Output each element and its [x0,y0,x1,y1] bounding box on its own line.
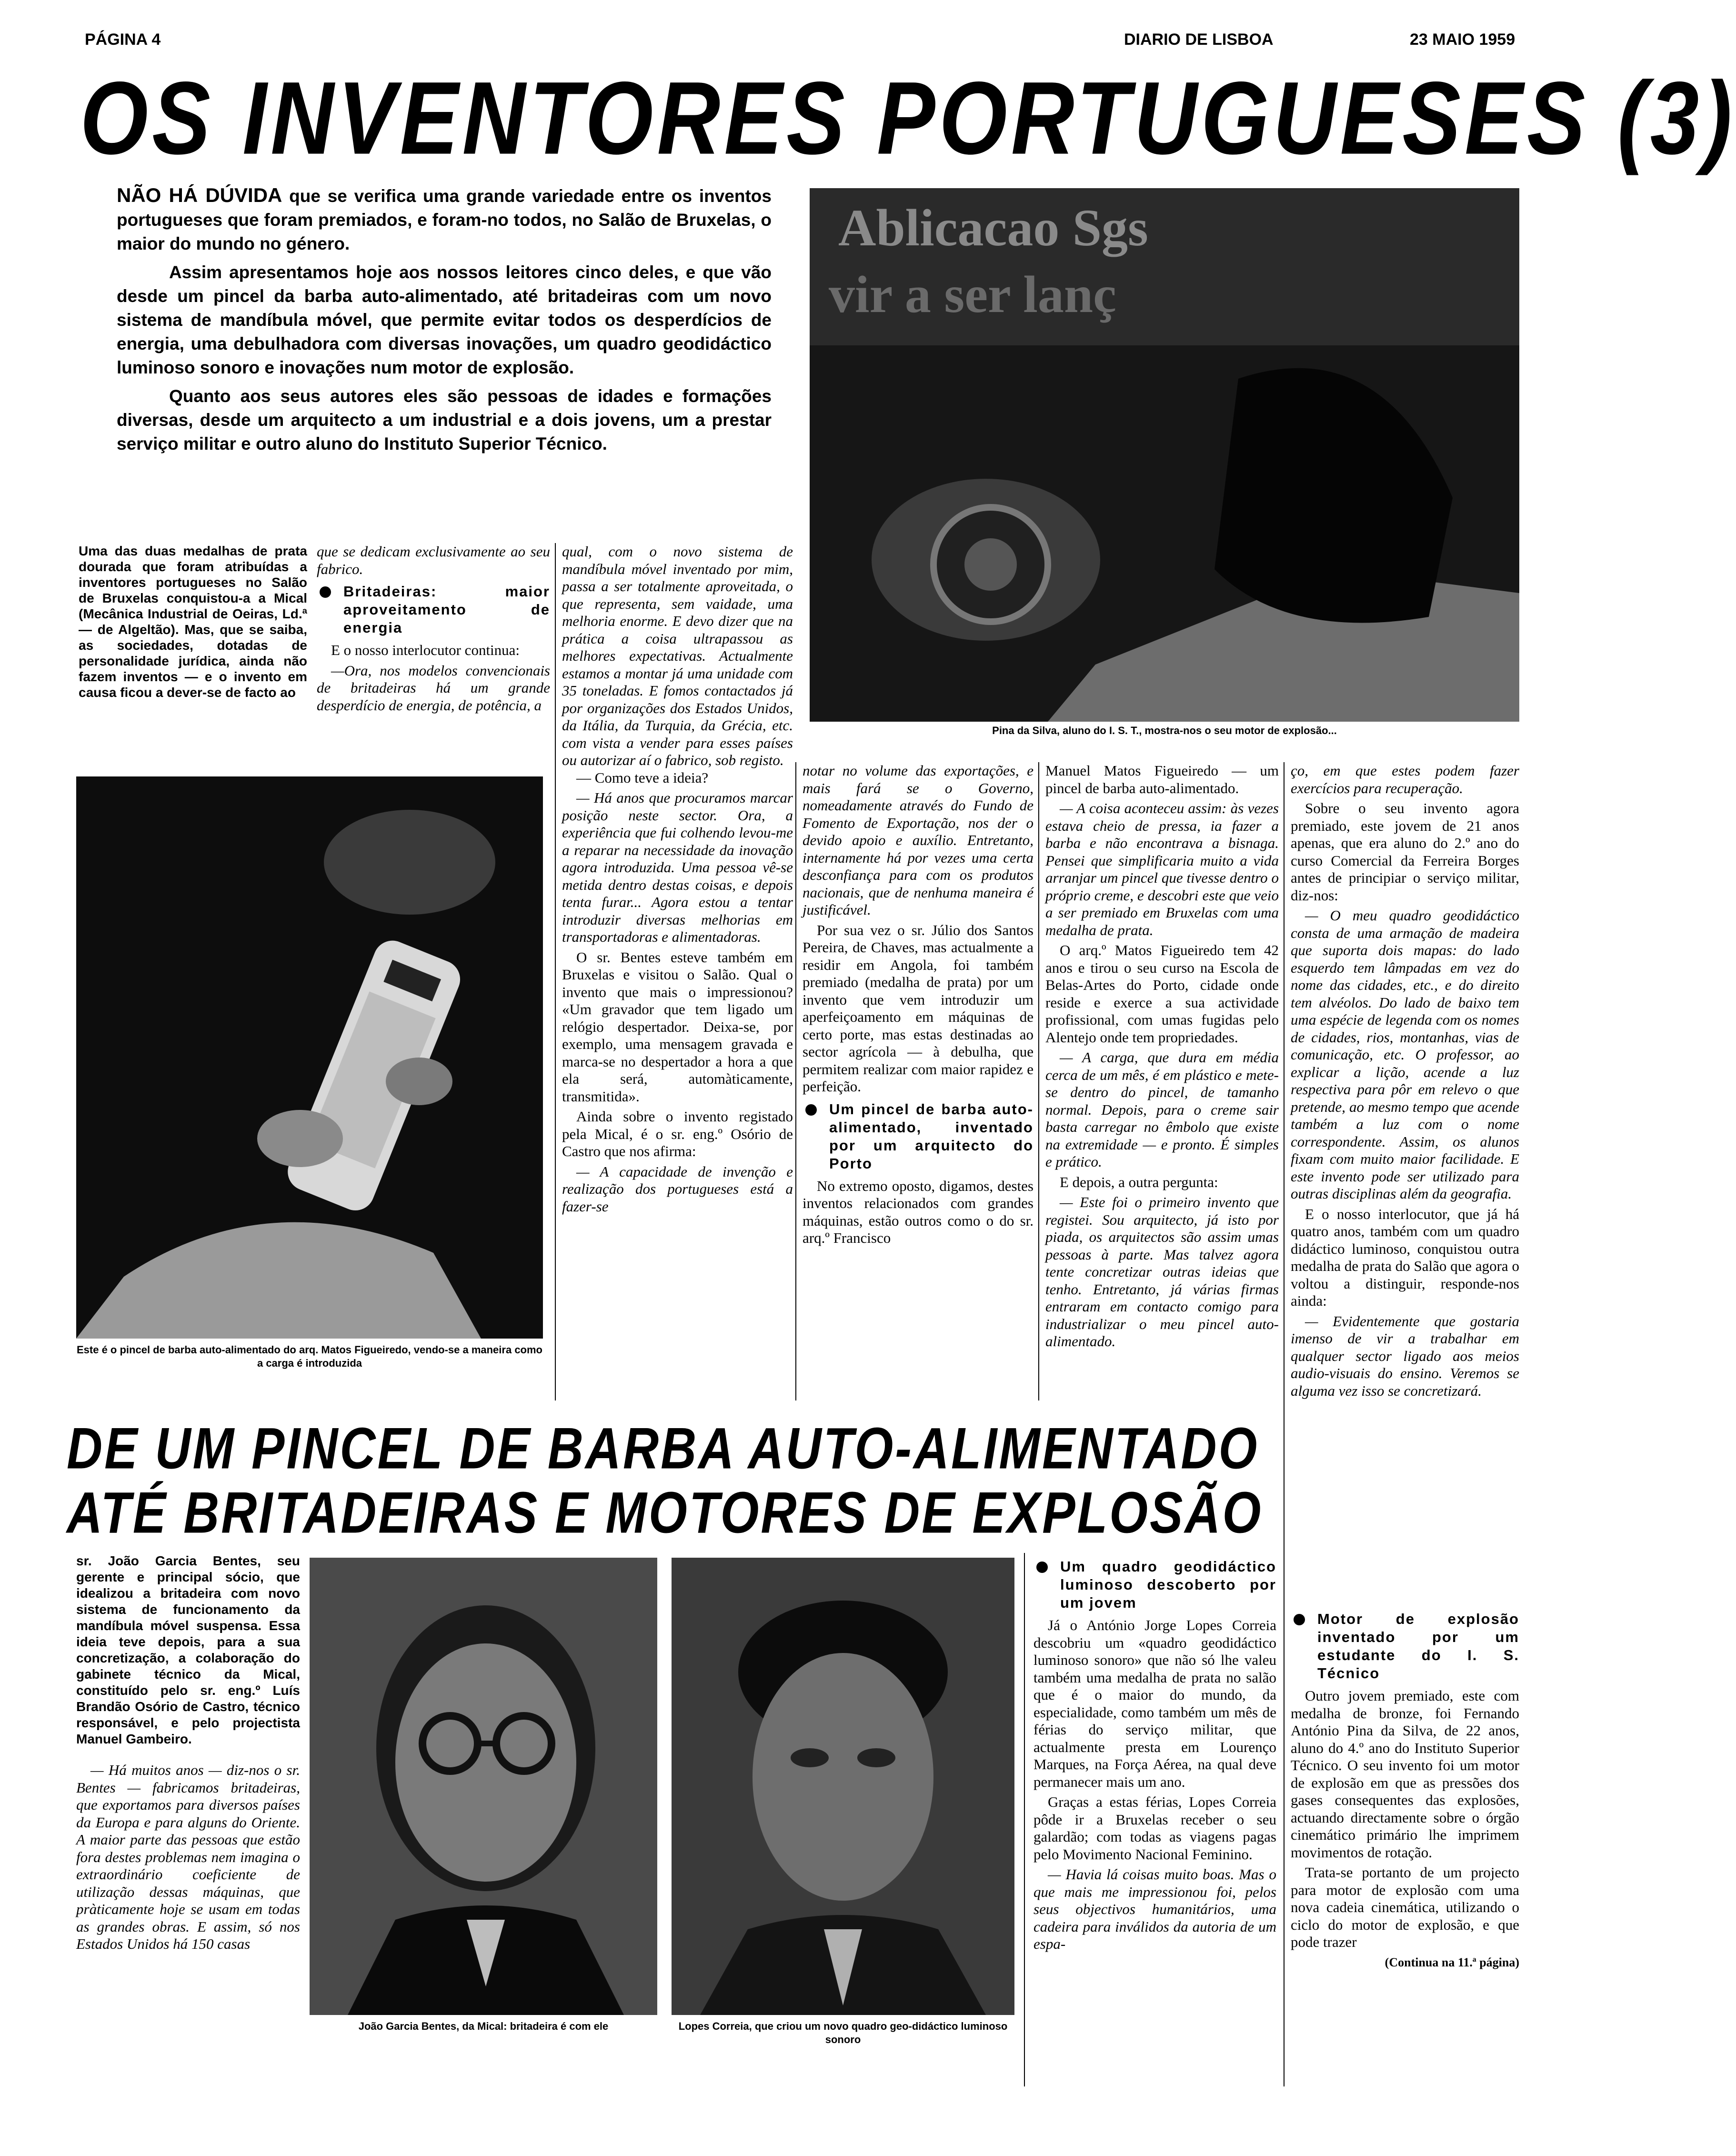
photo-pincel-image [76,776,543,1339]
caption-bentes: João Garcia Bentes, da Mical: britadeira é com ele [358,2020,609,2032]
photo-bentes [310,1558,657,2015]
photo-bentes-image [310,1558,657,2015]
caption-pincel: Este é o pincel de barba auto-alimentado do arq. Matos Figueiredo, vendo-se a maneira como a carga é introduzida [77,1344,542,1369]
column-rule [1024,1553,1025,2086]
column-6: ço, em que estes podem fazer exercícios para recuperação. Sobre o seu invento agora premiado, este jovem de 21 anos apenas, que era aluno do 2.º ano do curso Comercial da Ferreira Borges antes de principiar o serviço militar, diz-nos: — O meu quadro geodidáctico consta de uma armação de madeira que suporta dois mapas: do lado esquerdo tem lâmpadas em vez do nome das cidades, etc., e do direito tem alvéolos. Do lado de baixo tem uma espécie de legenda com os nomes de cidades, rios, montanhas, vias de comunicação, etc. O professor, ao explicar a lição, acende a luz respectiva para pôr em relevo o que pretende, ao mesmo tempo que acende também a luz com o nome correspondente. Assim, os alunos fixam com muito maior facilidade. E este invento pode ser utilizado para outras disciplinas além da geografia. E o nosso interlocutor, que já há quatro anos, também com um quadro didáctico luminoso, conquistou outra medalha de prata do Salão que agora o voltou a distinguir, responde-nos ainda: — Evidentemente que gostaria imenso de vir a trabalhar em qualquer sector ligado aos meios audio-visuais do ensino. Veremos se alguma vez isso se concretizará. [1291,762,1519,1399]
caption-correia: Lopes Correia, que criou um novo quadro geo-didáctico luminoso sonoro [678,2020,1008,2045]
intro-paragraph: Quanto aos seus autores eles são pessoas de idades e formações diversas, desde um arquitecto a um industrial e a dois jovens, um a prestar serviço militar e outro aluno do Instituto Superior Técnico. [117,386,772,453]
newspaper-name: DIARIO DE LISBOA [1124,30,1274,49]
photo-pincel [76,776,543,1339]
intro: NÃO HÁ DÚVIDA que se verifica uma grande variedade entre os inventos portugueses que foram premiados, e foram-no todos, no Salão de Bruxelas, o maior do mundo no género. Assim apresentamos hoje aos nossos leitores cinco deles, e que vão desde um pincel da barba auto-alimentado, até britadeiras com um novo sistema de mandíbula móvel, que permite evitar todos os desperdícios de energia, uma debulhadora com diversas inovações, um quadro geodidáctico luminoso sonoro e inovações num motor de explosão. Quanto aos seus autores eles são pessoas de idades e formações diversas, desde um arquitecto a um industrial e a dois jovens, um a prestar serviço militar e outro aluno do Instituto Superior Técnico. [117,183,772,461]
subheading-britadeiras: Britadeiras: maior aproveitamento de energia [317,583,550,637]
column-rule [555,543,556,1400]
issue-date: 23 MAIO 1959 [1410,30,1515,49]
column-b6: Motor de explosão inventado por um estudante do I. S. Técnico Outro jovem premiado, este com medalha de bronze, foi Fernando António Pina da Silva, de 22 anos, aluno do 4.º ano do Instituto Superior Técnico. O seu invento foi um motor de explosão em que as pressões dos gases consequentes das explosões, actuando directamente sobre o órgão cinemático primário lhe imprimem movimentos de rotação. Trata-se portanto de um projecto para motor de explosão com uma nova cadeia cinemática, utilizando o ciclo do motor de explosão, e que pode trazer (Continua na 11.ª página) [1291,1610,1519,2086]
main-headline: OS INVENTORES PORTUGUESES (3) [80,60,1736,176]
photo-motor [810,188,1519,722]
svg-text:vir a ser lanç: vir a ser lanç [829,265,1116,323]
subheading-quadro: Um quadro geodidáctico luminoso descoberto por um jovem [1034,1558,1276,1612]
column-rule [795,762,796,1400]
continuation-note: (Continua na 11.ª página) [1385,1955,1519,1969]
column-4: notar no volume das exportações, e mais fará se o Governo, nomeadamente através do Fundo de Fomento de Exportação, nos der o devido apoio e auxílio. Entretanto, internamente há por vezes uma certa desconfiança para com os produtos nacionais, que de nenhuma maneira é justificável. Por sua vez o sr. Júlio dos Santos Pereira, de Chaves, mas actualmente a residir em Angola, foi também premiado (medalha de prata) por um invento que vem introduzir um aperfeiçoamento em máquinas de certo porte, mas estas destinadas ao sector agrícola — à debulha, que permitem realizar com maior rapidez e perfeição. Um pincel de barba auto-alimentado, inventado por um arquitecto do Porto No extremo oposto, digamos, destes inventos relacionados com grandes máquinas, estão outros como o do sr. arq.º Francisco [803,762,1034,1246]
bullet-icon [1294,1614,1305,1625]
bullet-icon [1036,1562,1048,1573]
column-3: qual, com o novo sistema de mandíbula móvel inventado por mim, passa a ser totalmente aproveitada, o que representa, sem vaidade, uma melhoria enorme. E devo dizer que na prática a coisa ultrapassou as melhores expectativas. Actualmente estamos a montar já uma unidade com 35 toneladas. E fomos contactados já por organizações dos Estados Unidos, da Itália, da Turquia, da Grécia, etc. com vista a vender para esses países ou autorizar aí o fabrico, sob registo. — Como teve a ideia? — Há anos que procuramos marcar posição neste sector. Ora, a experiência que fui colhendo levou-me a reparar na necessidade da inovação agora introduzida. Uma pessoa vê-se metida dentro destas coisas, e depois tenta furar... Agora estou a tentar introduzir diversas melhorias em transportadoras e alimentadoras. O sr. Bentes esteve também em Bruxelas e visitou o Salão. Qual o invento que mais o impressionou? «Um gravador que tem ligado um relógio despertador. Deixa-se, por exemplo, uma mensagem gravada e marca-se no despertador a hora a que ela será, automàticamente, transmitida». Ainda sobre o invento registado pela Mical, é o sr. eng.º Osório de Castro que nos afirma: — A capacidade de invenção e realização dos portugueses está a fazer-se [562,543,793,1215]
photo-correia [672,1558,1014,2015]
secondary-headline-line-2: ATÉ BRITADEIRAS E MOTORES DE EXPLOSÃO [67,1480,1263,1546]
intro-lead: NÃO HÁ DÚVIDA [117,184,282,206]
bullet-icon [320,586,331,598]
bullet-icon [805,1104,817,1116]
column-b5: Um quadro geodidáctico luminoso descoberto por um jovem Já o António Jorge Lopes Correia descobriu um «quadro geodidáctico luminoso sonoro» que não só lhe valeu também uma medalha de prata no salão que é o maior do mundo, da especialidade, como também um mês de férias do serviço militar, que actualmente presta em Lourenço Marques, na Força Aérea, na qual deve permanecer mais um ano. Graças a estas férias, Lopes Correia pôde ir a Bruxelas receber o seu galardão; com todas as viagens pagas pelo Movimento Nacional Feminino. — Havia lá coisas muito boas. Mas o que mais me impressionou foi, pelos seus objectivos humanitários, uma cadeira para inválidos da autoria de um espa- [1034,1558,1276,1952]
column-1: Uma das duas medalhas de prata dourada que foram atribuídas a inventores portugueses no Salão de Bruxelas conquistou-a a Mical (Mecânica Industrial de Oeiras, Ld.ª — de Algeltão). Mas, que se saiba, as sociedades, dotadas de personalidade jurídica, ainda não fazem inventos — e o invento em causa ficou a dever-se de facto ao [79,544,307,700]
subheading-motor: Motor de explosão inventado por um estudante do I. S. Técnico [1291,1610,1519,1682]
column-2: que se dedicam exclusivamente ao seu fabrico. Britadeiras: maior aproveitamento de energia E o nosso interlocutor continua: —Ora, nos modelos convencionais de britadeiras há um grande desperdício de energia, de potência, a [317,543,550,714]
photo-motor-image [810,188,1519,722]
page-number: PÁGINA 4 [85,30,161,49]
subheading-pincel: Um pincel de barba auto-alimentado, inventado por um arquitecto do Porto [803,1100,1034,1173]
svg-text:Ablicacao Sgs: Ablicacao Sgs [838,199,1148,257]
column-b1: sr. João Garcia Bentes, seu gerente e principal sócio, que idealizou a britadeira com novo sistema de funcionamento da mandíbula móvel suspensa. Essa ideia teve depois, para a sua concretização, a colaboração do gabinete técnico da Mical, constituído pelo sr. eng.º Luís Brandão Osório de Castro, técnico responsável, e pelo projectista Manuel Gambeiro. — Há muitos anos — diz-nos o sr. Bentes — fabricamos britadeiras, que exportamos para diversos países da Europa e para alguns do Oriente. A maior parte das pessoas que estão fora destes problemas nem imagina o extraordinário coeficiente de utilização dessas máquinas, que pràticamente hoje se usam em todas as grandes obras. E assim, só nos Estados Unidos há 150 casas [76,1553,300,1952]
column-5: Manuel Matos Figueiredo — um pincel de barba auto-alimentado. — A coisa aconteceu assim: às vezes estava cheio de pressa, ia fazer a barba e não encontrava a bisnaga. Pensei que simplificaria muito a vida arranjar um pincel que tivesse dentro o próprio creme, e descobri este que veio a ser premiado em Bruxelas com uma medalha de prata. O arq.º Matos Figueiredo tem 42 anos e tirou o seu curso na Escola de Belas-Artes do Porto, cidade onde reside e exerce a sua actividade profissional, com umas fugidas pelo Alentejo onde tem propriedades. — A carga, que dura em média cerca de um mês, é em plástico e mete-se dentro do pincel, de tamanho normal. Depois, para o creme sair basta carregar no êmbolo que existe na extremidade — e pronto. É simples e prático. E depois, a outra pergunta: — Este foi o primeiro invento que registei. Sou arquitecto, já isto por piada, os arquitectos são assim umas pessoas à parte. Mas talvez agora tente concretizar outras ideias que tenho. Entretanto, já várias firmas entraram em contacto comigo para industrializar o meu pincel auto-alimentado. [1045,762,1279,1350]
intro-paragraph: Assim apresentamos hoje aos nossos leitores cinco deles, e que vão desde um pincel da barba auto-alimentado, até britadeiras com um novo sistema de mandíbula móvel, que permite evitar todos os desperdícios de energia, uma debulhadora com diversas inovações, um quadro geodidáctico luminoso sonoro e inovações num motor de explosão. [117,262,772,377]
column-rule [1038,762,1039,1400]
secondary-headline-line-1: DE UM PINCEL DE BARBA AUTO-ALIMENTADO [67,1416,1259,1481]
caption-motor: Pina da Silva, aluno do I. S. T., mostra-nos o seu motor de explosão... [992,725,1337,736]
photo-correia-image [672,1558,1014,2015]
